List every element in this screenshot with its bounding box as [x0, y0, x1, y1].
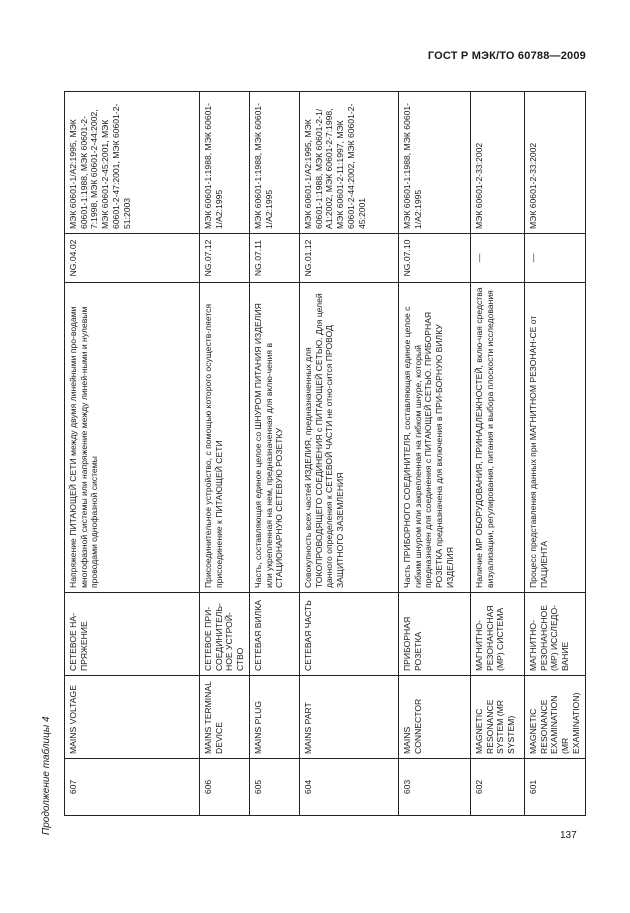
russian-term: СЕТЕВОЕ НА-ПРЯЖЕНИЕ: [65, 593, 200, 676]
definition: Процесс представления данных при МАГНИТНОМ РЕЗОНАН-СЕ от ПАЦИЕНТА: [525, 283, 586, 593]
reference-code: NG.07.12: [200, 234, 250, 283]
english-term: MAINS PART: [300, 676, 399, 759]
english-term: MAGNETIC RESONANCE SYSTEM (MR SYSTEM): [471, 676, 525, 759]
table-row: [65, 92, 200, 816]
definition: Часть ПРИБОРНОГО СОЕДИНИТЕЛЯ, составляющая единое целое с гибким шнуром или закрепленная на гибком шнуре, который предназначен для соединения с ПИТАЮЩЕЙ СЕТЬЮ. ПРИБОРНАЯ РОЗЕТКА предназначена для включения в ПРИ-БОРНУЮ ВИЛКУ ИЗДЕЛИЯ: [399, 283, 471, 593]
russian-term: МАГНИТНО-РЕЗОНАНСНАЯ (МР) СИСТЕМА: [471, 593, 525, 676]
reference-code: —: [471, 234, 525, 283]
reference-code: NG.01.12: [300, 234, 399, 283]
table-caption: Продолжение таблицы 4: [41, 716, 52, 835]
term-number: 605: [250, 759, 300, 816]
standards: МЭК 60601-1:1988, МЭК 60601-1/А2:1995: [399, 92, 471, 234]
russian-term: ПРИБОРНАЯ РОЗЕТКА: [399, 593, 471, 676]
term-number: 603: [399, 759, 471, 816]
definition: Присоединительное устройство, с помощью которого осуществ-ляется присоединение к ПИТАЮЩЕЙ СЕТИ: [200, 283, 250, 593]
english-term: MAINS CONNECTOR: [399, 676, 471, 759]
definition: Напряжение ПИТАЮЩЕЙ СЕТИ между двумя линейными про-водами многофазной системы или напряжение между линей-ными и нулевым проводами однофазной системы: [65, 283, 200, 593]
english-term: MAINS TERMINAL DEVICE: [200, 676, 250, 759]
standards: МЭК 60601-2-33:2002: [525, 92, 586, 234]
table-row: [471, 92, 525, 816]
definition: Совокупность всех частей ИЗДЕЛИЯ, предназначенных для ТОКОПРОВОДЯЩЕГО СОЕДИНЕНИЯ с ПИТАЮЩЕЙ СЕТЬЮ. Для целей данного определения к СЕТЕВОЙ ЧАСТИ не отно-сится ПРОВОД ЗАЩИТНОГО ЗАЗЕМЛЕНИЯ: [300, 283, 399, 593]
reference-code: NG.07.11: [250, 234, 300, 283]
english-term: MAINS VOLTAGE: [65, 676, 200, 759]
reference-code: —: [525, 234, 586, 283]
russian-term: СЕТЕВАЯ ЧАСТЬ: [300, 593, 399, 676]
term-number: 607: [65, 759, 200, 816]
terms-table: [64, 91, 586, 816]
table-row: [525, 92, 586, 816]
reference-code: NG.04.02: [65, 234, 200, 283]
standards: МЭК 60601-1/А2:1995, МЭК 60601-1:1988, МЭК 60601-2-7:1998, МЭК 60601-2-44:2002, МЭК 60601-2-45:2001, МЭК 60601-2-47:2001, МЭК 60601-2-51:2003: [65, 92, 200, 234]
standards: МЭК 60601-1/А2:1995, МЭК 60601-1:1988, МЭК 60601-2-1/А1:2002, МЭК 60601-2-7:1998, МЭК 60601-2-11:1997, МЭК 60601-2-44:2002, МЭК 60601-2-45:2001: [300, 92, 399, 234]
reference-code: NG.07.10: [399, 234, 471, 283]
term-number: 602: [471, 759, 525, 816]
english-term: MAINS PLUG: [250, 676, 300, 759]
term-number: 604: [300, 759, 399, 816]
term-number: 601: [525, 759, 586, 816]
table-row: [200, 92, 250, 816]
standards: МЭК 60601-1:1988, МЭК 60601-1/А2:1995: [200, 92, 250, 234]
page-number: 137: [560, 830, 577, 841]
table-row: [300, 92, 399, 816]
rotated-table-area: [64, 92, 630, 795]
standards: МЭК 60601-1:1988, МЭК 60601-1/А2:1995: [250, 92, 300, 234]
term-number: 606: [200, 759, 250, 816]
russian-term: СЕТЕВАЯ ВИЛКА: [250, 593, 300, 676]
document-header: ГОСТ Р МЭК/ТО 60788—2009: [427, 50, 586, 62]
definition: Наличие МР ОБОРУДОВАНИЯ, ПРИНАДЛЕЖНОСТЕЙ, вклю-чая средства визуализации, регулирования, питания и выбора плоскости исследования: [471, 283, 525, 593]
definition: Часть, составляющая единое целое со ШНУРОМ ПИТАНИЯ ИЗДЕЛИЯ или укрепленная на нем, предназначенная для вклю-чения в СТАЦИОНАРНУЮ СЕТЕВУЮ РОЗЕТКУ: [250, 283, 300, 593]
russian-term: МАГНИТНО-РЕЗОНАНСНОЕ (МР) ИССЛЕДО-ВАНИЕ: [525, 593, 586, 676]
russian-term: СЕТЕВОЕ ПРИ-СОЕДИНИТЕЛЬ-НОЕ УСТРОЙ-СТВО: [200, 593, 250, 676]
standards: МЭК 60601-2-33:2002: [471, 92, 525, 234]
english-term: MAGNETIC RESONANCE EXAMINATION (MR EXAMINATION): [525, 676, 586, 759]
table-row: [250, 92, 300, 816]
table-row: [399, 92, 471, 816]
